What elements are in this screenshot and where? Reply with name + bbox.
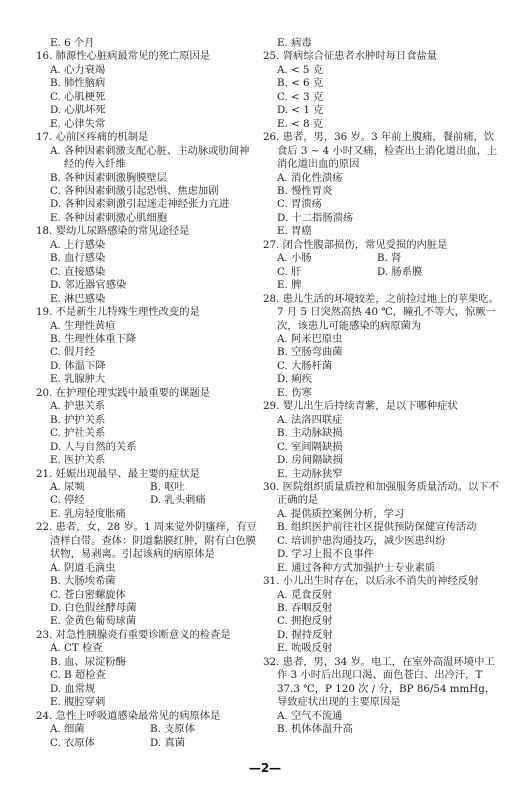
option-c: C. 拥抱反射 <box>277 615 333 628</box>
question-32 <box>263 656 499 737</box>
option-b: B. 机体体温升高 <box>277 723 353 736</box>
question-20 <box>36 387 258 468</box>
question-16 <box>36 50 258 131</box>
option-e: E. 乳腺肿大 <box>50 373 106 386</box>
option-a: A. 心力衰竭 <box>50 63 106 76</box>
question-26 <box>263 131 499 239</box>
option-a: A. 阿米巴原虫 <box>277 332 343 345</box>
option-row <box>36 494 258 507</box>
option-d: D. 邻近器官感染 <box>50 279 127 292</box>
option-a: A. 护患关系 <box>50 400 106 413</box>
question-24 <box>36 710 258 750</box>
question-stem: 27. 闭合性腹部损伤，常见受损的内脏是 <box>263 238 448 251</box>
question-25 <box>263 50 499 131</box>
option-c: C. 胃溃疡 <box>277 198 322 211</box>
option-d: D. 真菌 <box>150 736 186 749</box>
question-stem: 23. 对急性胰腺炎有重要诊断意义的检查是 <box>36 628 231 641</box>
question-stem: 29. 婴儿出生后持续青紫，是以下哪种症状 <box>263 400 458 413</box>
option-a: A. 各种因素刺激支配心脏、主动脉或肋间神经的传入纤维 <box>50 144 250 171</box>
option-d: D. 体温下降 <box>50 359 106 372</box>
option-c: C. 衣原体 <box>50 736 95 749</box>
option-a: A. 生理性黄疸 <box>50 319 116 332</box>
option-b: B. 空肠弯曲菌 <box>277 346 343 359</box>
question-31 <box>263 575 499 656</box>
question-stem: 30. 医院组织质量质控和加强服务质量活动。以下不正确的是 <box>263 480 499 507</box>
option-b: B. 各种因素刺激胸膜壁层 <box>50 171 168 184</box>
option-b: B. 组织医护前往社区提供预防保健宣传活动 <box>277 521 477 534</box>
option-d: D. 血常规 <box>50 682 96 695</box>
option-c: C. 室间隔缺损 <box>277 440 343 453</box>
option-b: B. < 6 克 <box>277 77 324 90</box>
option-row <box>36 481 258 494</box>
option-b: B. 呕吐 <box>150 480 185 493</box>
option-a: A. < 5 克 <box>277 63 324 76</box>
question-29 <box>263 400 499 481</box>
option-d: D. 肠系膜 <box>377 265 423 278</box>
option-b: B. 肾 <box>377 252 402 265</box>
question-18 <box>36 225 258 306</box>
option-e: E. 胃癌 <box>277 225 312 238</box>
option-e: E. 淋巴感染 <box>50 292 106 305</box>
option-a: A. 提供质控案例分析，学习 <box>277 507 405 520</box>
question-22 <box>36 521 258 629</box>
option-row <box>36 737 258 750</box>
option-c: C. 假月经 <box>50 346 95 359</box>
option-e: E. 吮吸反射 <box>277 642 333 655</box>
question-stem: 22. 患者，女，28 岁。1 周来觉外阴瘙痒，有豆渣样白带。查体：阴道黏膜红肿，附有白色膜状物，易剥离。引起该病的病原体是 <box>36 521 257 561</box>
option-c: C. 心肌梗死 <box>50 90 106 103</box>
option-row <box>36 723 258 736</box>
option-d: D. 握持反射 <box>277 628 333 641</box>
option-b: B. 吞咽反射 <box>277 602 333 615</box>
option-d: D. 房间隔缺损 <box>277 454 343 467</box>
option-b: B. 主动脉缺损 <box>277 427 343 440</box>
option-d: D. 学习上报不良事件 <box>277 548 374 561</box>
option-line: E. 病毒 <box>277 37 312 49</box>
option-a: A. 空气不流通 <box>277 709 343 722</box>
option-c: C. 大肠杆菌 <box>277 359 333 372</box>
option-b: B. 大肠埃希菌 <box>50 575 116 588</box>
question-28 <box>263 293 499 401</box>
option-e: E. 伤寒 <box>277 386 312 399</box>
option-e: E. 各种因素刺激心肌细胞 <box>50 211 168 224</box>
option-c: C. 直接感染 <box>50 265 106 278</box>
option-b: B. 血、尿淀粉酶 <box>50 655 126 668</box>
right-column <box>263 37 499 737</box>
question-stem: 18. 婴幼儿尿路感染的常见途径是 <box>36 225 190 238</box>
option-row <box>263 266 499 279</box>
option-d: D. 心肌坏死 <box>50 104 106 117</box>
option-c: C. 停经 <box>50 494 85 507</box>
option-d: D. 各种因素刺激引起迷走神经张力亢进 <box>50 198 230 211</box>
question-stem: 28. 患儿生活的环境较差，之前捡过地上的苹果吃。7 月 5 日突然高热 40 ℃，瞳孔不等大，惊厥一次，该患儿可能感染的病原菌为 <box>263 292 499 332</box>
option-e: E. 金黄色葡萄球菌 <box>50 615 137 628</box>
option-d: D. 乳头刺痛 <box>150 494 206 507</box>
option-row <box>263 252 499 265</box>
option-c: C. < 3 克 <box>277 90 324 103</box>
option-c: C. 肝 <box>277 265 302 278</box>
question-17 <box>36 131 258 225</box>
option-d: D. 十二指肠溃疡 <box>277 211 354 224</box>
option-e: E. 通过各种方式加强护士专业素质 <box>277 561 436 574</box>
option-e: E. 腹腔穿刺 <box>50 696 106 709</box>
question-23 <box>36 629 258 710</box>
option-b: B. 支原体 <box>150 723 196 736</box>
option-e: E. 医护关系 <box>50 454 106 467</box>
option-a: A. 觅食反射 <box>277 588 333 601</box>
option-e: E. < 8 克 <box>277 117 324 130</box>
question-stem: 16. 肺源性心脏病最常见的死亡原因是 <box>36 50 211 63</box>
option-b: B. 肺性脑病 <box>50 77 106 90</box>
option-c: C. 苍白密螺旋体 <box>50 588 126 601</box>
question-stem: 20. 在护理伦理实践中最重要的课题是 <box>36 386 211 399</box>
option-d: D. 人与自然的关系 <box>50 440 137 453</box>
option-a: A. 上行感染 <box>50 238 106 251</box>
option-e: E. 乳房轻度胀痛 <box>50 507 126 520</box>
question-21 <box>36 468 258 522</box>
page-number: —2— <box>248 761 282 775</box>
option-a: A. 尿频 <box>50 480 85 493</box>
option-a: A. 阴道毛滴虫 <box>50 561 116 574</box>
question-stem: 24. 急性上呼吸道感染最常见的病原体是 <box>36 709 221 722</box>
option-a: A. 消化性溃疡 <box>277 171 343 184</box>
option-d: D. < 1 克 <box>277 104 324 117</box>
question-stem: 31. 小儿出生时存在，以后永不消失的神经反射 <box>263 575 479 588</box>
question-stem: 25. 肾病综合征患者水肿时每日食盐量 <box>263 50 438 63</box>
option-c: C. 各种因素刺激引起恐惧、焦虑加剧 <box>50 184 219 197</box>
option-c: C. B 超检查 <box>50 669 106 682</box>
option-c: C. 培训护患沟通技巧，减少医患纠纷 <box>277 534 446 547</box>
question-30 <box>263 481 499 575</box>
option-b: B. 生理性体重下降 <box>50 332 137 345</box>
option-a: A. CT 检查 <box>50 642 103 655</box>
option-a: A. 小肠 <box>277 252 312 265</box>
question-stem: 19. 不是新生儿特殊生理性改变的是 <box>36 306 200 319</box>
question-27 <box>263 239 499 293</box>
option-a: A. 法洛四联症 <box>277 413 343 426</box>
option-b: B. 血行感染 <box>50 252 106 265</box>
question-stem: 32. 患者，男，34 岁。电工，在室外高温环境中工作 3 小时后出现口渴、面色苍白、出冷汗，T 37.3 ℃，P 120 次 / 分，BP 86/54 mmHg，导致症状出现的主要原因是 <box>263 655 496 709</box>
question-stem: 17. 心前区疼痛的机制是 <box>36 131 149 144</box>
option-e: E. 脾 <box>277 279 302 292</box>
question-stem: 26. 患者，男，36 岁。3 年前上腹痛，餐前痛，饮食后 3 ~ 4 小时又痛，检查出上消化道出血，上消化道出血的原因 <box>263 131 498 171</box>
option-line: E. 6 个月 <box>50 37 95 49</box>
option-d: D. 白色假丝酵母菌 <box>50 602 137 615</box>
option-e: E. 主动脉狭窄 <box>277 467 343 480</box>
option-b: B. 慢性胃炎 <box>277 184 333 197</box>
option-b: B. 护护关系 <box>50 413 106 426</box>
question-stem: 21. 妊娠出现最早、最主要的症状是 <box>36 467 200 480</box>
option-c: C. 护社关系 <box>50 427 106 440</box>
left-column <box>36 37 258 750</box>
option-e: E. 心律失常 <box>50 117 106 130</box>
option-a: A. 细菌 <box>50 723 85 736</box>
option-d: D. 痢疾 <box>277 373 313 386</box>
question-19 <box>36 306 258 387</box>
